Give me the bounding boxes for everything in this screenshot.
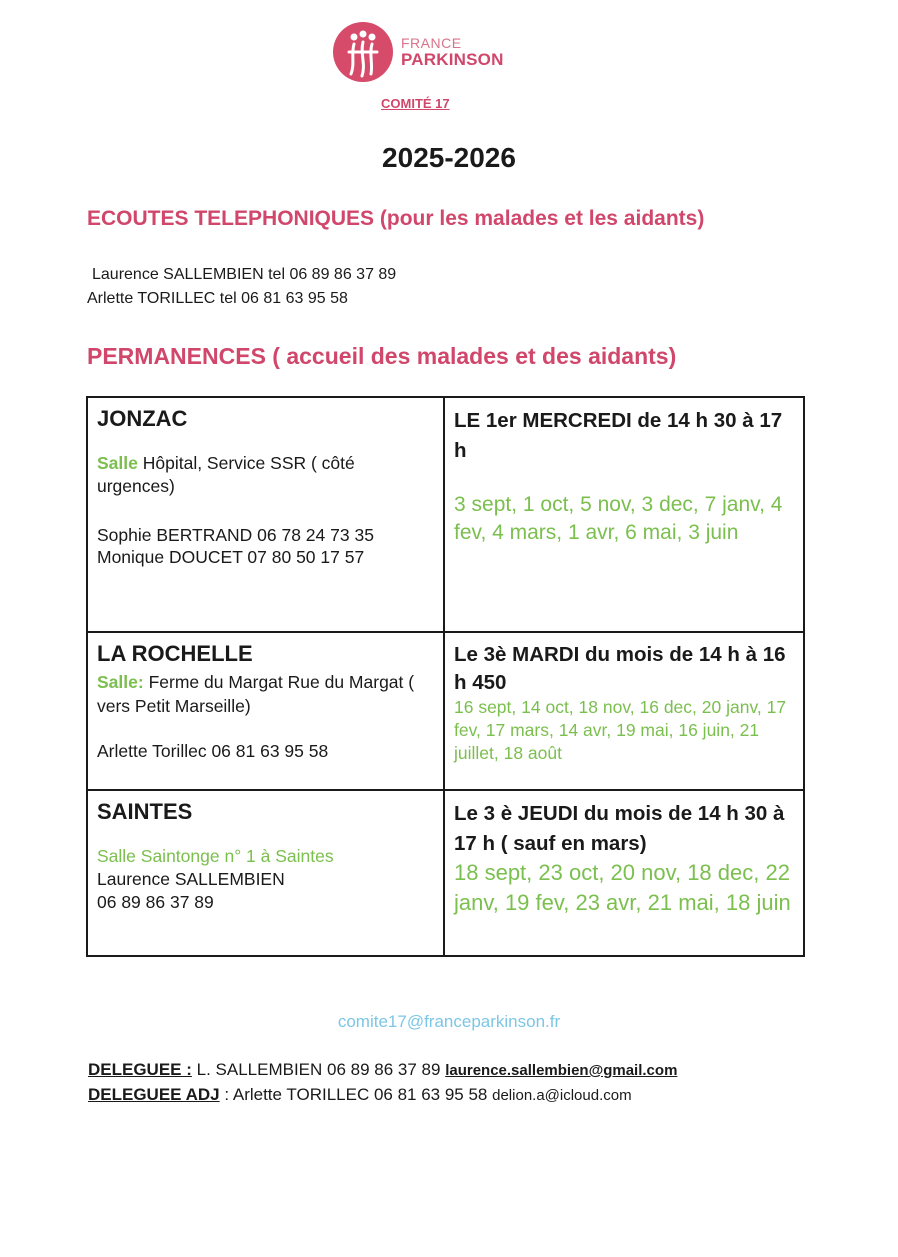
permanences-title: PERMANENCES ( accueil des malades et des aidants) xyxy=(87,343,677,369)
dates-text: 16 sept, 14 oct, 18 nov, 16 dec, 20 janv, 17 fev, 17 mars, 14 avr, 19 mai, 16 juin, 21 juillet, 18 août xyxy=(454,697,787,763)
salle-text: Ferme du Margat Rue du Margat ( vers Petit Marseille) xyxy=(97,672,415,716)
salle-info xyxy=(97,452,435,498)
salle-text: Hôpital, Service SSR ( côté urgences) xyxy=(97,453,355,496)
deleguee-email-link[interactable]: laurence.sallembien@gmail.com xyxy=(445,1062,678,1079)
contacts xyxy=(97,524,435,570)
salle-info: Salle Saintonge n° 1 à Saintes xyxy=(97,846,334,866)
contact-line: Sophie BERTRAND 06 78 24 73 35 xyxy=(97,524,374,545)
ecoute-contact-2: Arlette TORILLEC tel 06 81 63 95 58 xyxy=(87,290,348,307)
deleguee-adj-email-link[interactable]: delion.a@icloud.com xyxy=(492,1087,632,1104)
deleguee-adj-line xyxy=(88,1085,632,1105)
schedule-text: LE 1er MERCREDI de 14 h 30 à 17 h xyxy=(454,409,783,462)
deleguee-label: DELEGUEE : xyxy=(88,1060,192,1079)
location-cell xyxy=(87,397,444,632)
location-cell xyxy=(87,632,444,790)
comite-label: COMITÉ 17 xyxy=(381,96,450,111)
ecoute-contact-1: Laurence SALLEMBIEN tel 06 89 86 37 89 xyxy=(92,266,397,283)
table-row xyxy=(87,790,804,956)
schedule-text: Le 3è MARDI du mois de 14 h à 16 h 450 xyxy=(454,643,786,694)
logo-text-france: FRANCE xyxy=(401,35,462,51)
table-row xyxy=(87,632,804,790)
schedule-cell xyxy=(444,397,804,632)
logo-text-parkinson: PARKINSON xyxy=(401,50,504,69)
location-cell xyxy=(87,790,444,956)
dates-text: 3 sept, 1 oct, 5 nov, 3 dec, 7 janv, 4 fev, 4 mars, 1 avr, 6 mai, 3 juin xyxy=(454,493,783,544)
schedule-text: Le 3 è JEUDI du mois de 14 h 30 à 17 h ( sauf en mars) xyxy=(454,802,785,855)
logo-emblem-icon xyxy=(333,22,393,82)
france-parkinson-logo xyxy=(333,22,523,84)
contacts xyxy=(97,868,435,914)
deleguee-line xyxy=(88,1060,677,1080)
salle-label: Salle xyxy=(97,453,138,473)
deleguee-adj-text: : Arlette TORILLEC 06 81 63 95 58 xyxy=(219,1085,493,1104)
deleguee-text: L. SALLEMBIEN 06 89 86 37 89 xyxy=(191,1060,446,1079)
contact-line: Arlette Torillec 06 81 63 95 58 xyxy=(97,741,329,762)
table-row xyxy=(87,397,804,632)
schedule-cell xyxy=(444,790,804,956)
salle-label: Salle: xyxy=(97,672,144,692)
contact-line: Monique DOUCET 07 80 50 17 57 xyxy=(97,547,365,568)
deleguee-adj-label: DELEGUEE ADJ xyxy=(88,1085,220,1104)
dates-text: 18 sept, 23 oct, 20 nov, 18 dec, 22 janv, 19 fev, 23 avr, 21 mai, 18 juin xyxy=(454,860,791,916)
contacts xyxy=(97,740,435,763)
salle-info xyxy=(97,671,435,718)
schedule-cell xyxy=(444,632,804,790)
city-name: SAINTES xyxy=(97,799,193,824)
ecoutes-title: ECOUTES TELEPHONIQUES (pour les malades et les aidants) xyxy=(87,207,705,230)
city-name: JONZAC xyxy=(97,406,188,431)
page-title: 2025-2026 xyxy=(382,142,516,173)
permanences-table xyxy=(86,396,805,957)
contact-line: Laurence SALLEMBIEN xyxy=(97,868,285,889)
city-name: LA ROCHELLE xyxy=(97,641,253,666)
comite-email-link[interactable]: comite17@franceparkinson.fr xyxy=(337,1012,561,1031)
contact-line: 06 89 86 37 89 xyxy=(97,891,214,912)
